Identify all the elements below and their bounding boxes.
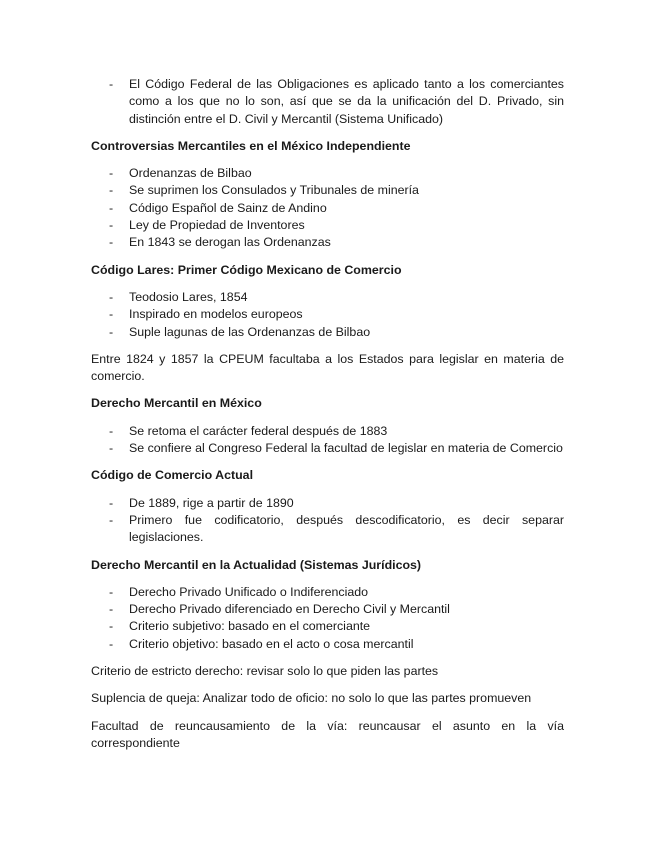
section3-list — [91, 423, 564, 458]
list-item: - Criterio subjetivo: basado en el comerciante — [91, 618, 564, 635]
section4-list — [91, 495, 564, 547]
bullet-dash: - — [109, 307, 114, 322]
list-item: - Ordenanzas de Bilbao — [91, 165, 564, 182]
list-item: - Teodosio Lares, 1854 — [91, 289, 564, 306]
bullet-dash: - — [109, 636, 114, 651]
document-page — [91, 76, 564, 752]
intro-list — [91, 76, 564, 128]
section-heading: Derecho Mercantil en México — [91, 396, 262, 411]
section2-list — [91, 289, 564, 341]
list-item: - Criterio objetivo: basado en el acto o cosa mercantil — [91, 636, 564, 653]
list-item: - Primero fue codificatorio, después descodificatorio, es decir separar legislaciones. — [109, 512, 564, 545]
bullet-dash: - — [109, 218, 114, 233]
bullet-dash: - — [109, 289, 114, 304]
bullet-dash: - — [109, 602, 114, 617]
section-heading: Código de Comercio Actual — [91, 468, 254, 483]
list-item: - Se confiere al Congreso Federal la facultad de legislar en materia de Comercio — [91, 440, 564, 457]
paragraph: Facultad de reuncausamiento de la vía: reuncausar el asunto en la vía correspondiente — [91, 718, 564, 750]
section5-list — [91, 584, 564, 653]
section1-list — [91, 165, 564, 251]
section-heading: Controversias Mercantiles en el México Independiente — [91, 138, 411, 153]
paragraph: Criterio de estricto derecho: revisar solo lo que piden las partes — [91, 664, 439, 679]
bullet-dash: - — [109, 77, 114, 91]
list-item: - En 1843 se derogan las Ordenanzas — [91, 234, 564, 251]
paragraph: Entre 1824 y 1857 la CPEUM facultaba a los Estados para legislar en materia de comercio. — [91, 351, 564, 384]
list-item: - Suple lagunas de las Ordenanzas de Bilbao — [91, 324, 564, 341]
bullet-dash: - — [109, 423, 114, 438]
section-heading: Derecho Mercantil en la Actualidad (Sistemas Jurídicos) — [91, 557, 422, 572]
bullet-dash: - — [109, 619, 114, 634]
bullet-dash: - — [109, 183, 114, 198]
bullet-dash: - — [109, 200, 114, 215]
list-item: - Código Español de Sainz de Andino — [91, 200, 564, 217]
bullet-dash: - — [109, 512, 114, 527]
bullet-dash: - — [109, 495, 114, 510]
bullet-dash: - — [109, 235, 114, 250]
list-item: - Se retoma el carácter federal después de 1883 — [91, 423, 564, 440]
list-item: - Derecho Privado diferenciado en Derecho Civil y Mercantil — [91, 601, 564, 618]
list-item: - Ley de Propiedad de Inventores — [91, 217, 564, 234]
list-item: - Se suprimen los Consulados y Tribunales de minería — [91, 182, 564, 199]
section-heading: Código Lares: Primer Código Mexicano de Comercio — [91, 262, 402, 277]
paragraph: Suplencia de queja: Analizar todo de oficio: no solo lo que las partes promueven — [91, 691, 532, 706]
bullet-dash: - — [109, 166, 114, 181]
bullet-dash: - — [109, 441, 114, 456]
list-item: - El Código Federal de las Obligaciones es aplicado tanto a los comerciantes como a los que no lo son, así que se da la unificación del D. Privado, sin distinción entre el D. Civil y Mercantil (Sistema Unificado) — [109, 77, 564, 126]
list-item: - De 1889, rige a partir de 1890 — [91, 495, 564, 512]
list-item: - Derecho Privado Unificado o Indiferenciado — [91, 584, 564, 601]
bullet-dash: - — [109, 324, 114, 339]
bullet-dash: - — [109, 584, 114, 599]
list-item: - Inspirado en modelos europeos — [91, 306, 564, 323]
